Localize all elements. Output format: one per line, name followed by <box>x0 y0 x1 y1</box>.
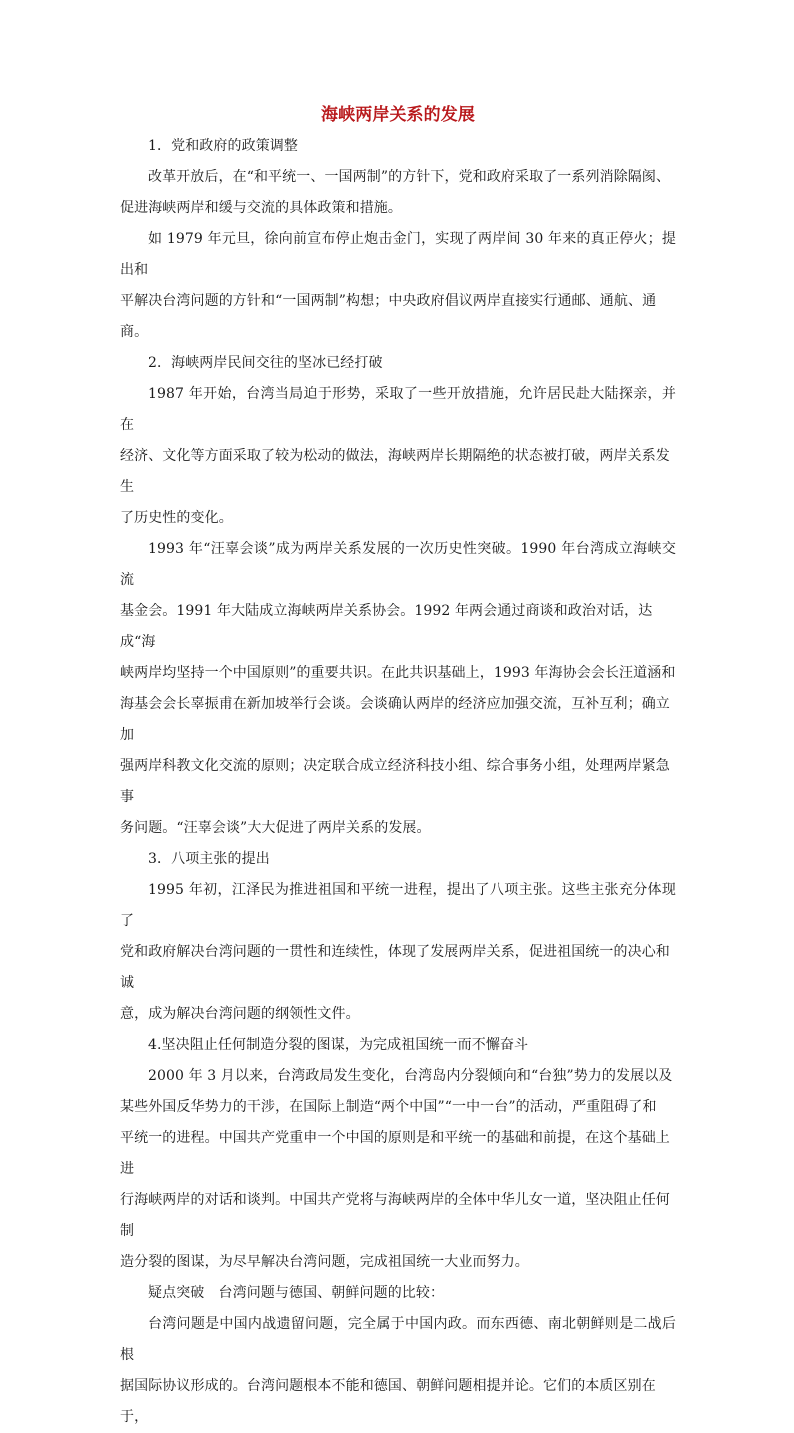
text-line: 台湾问题是中国内战遗留问题，完全属于中国内政。而东西德、南北朝鲜则是二战后根 <box>120 1316 676 1363</box>
paragraph-6 <box>120 1061 676 1092</box>
paragraph-7-cont <box>120 1371 676 1433</box>
text-line: 某些外国反华势力的干涉，在国际上制造“两个中国”“一中一台”的活动，严重阻碍了和 <box>120 1099 657 1115</box>
document-content <box>120 100 676 1433</box>
text-line: 意，成为解决台湾问题的纲领性文件。 <box>120 1006 360 1022</box>
text-line: 如 1979 年元旦，徐向前宣布停止炮击金门，实现了两岸间 30 年来的真正停火；提出和 <box>120 231 676 278</box>
text-line: 疑点突破 台湾问题与德国、朝鲜问题的比较： <box>148 1285 445 1301</box>
text-line: 促进海峡两岸和缓与交流的具体政策和措施。 <box>120 200 402 216</box>
paragraph-1 <box>120 162 676 193</box>
section-heading-1 <box>120 131 676 162</box>
paragraph-5-cont <box>120 937 676 1030</box>
text-line: 2000 年 3 月以来，台湾政局发生变化，台湾岛内分裂倾向和“台独”势力的发展以及 <box>148 1068 673 1084</box>
paragraph-2-cont <box>120 286 676 348</box>
text-line: 4.坚决阻止任何制造分裂的图谋，为完成祖国统一而不懈奋斗 <box>148 1037 529 1053</box>
text-line: 1993 年“汪辜会谈”成为两岸关系发展的一次历史性突破。1990 年台湾成立海峡交流 <box>120 541 676 588</box>
section-heading-3 <box>120 844 676 875</box>
section-heading-4 <box>120 1030 676 1061</box>
paragraph-1-cont <box>120 193 676 224</box>
paragraph-4-cont <box>120 596 676 844</box>
text-line: 党和政府解决台湾问题的一贯性和连续性，体现了发展两岸关系，促进祖国统一的决心和诚 <box>120 944 670 991</box>
text-line: 基金会。1991 年大陆成立海峡两岸关系协会。1992 年两会通过商谈和政治对话，达成“海 <box>120 603 653 650</box>
text-line: 海基会会长辜振甫在新加坡举行会谈。会谈确认两岸的经济应加强交流，互补互利；确立加 <box>120 696 670 743</box>
text-line: 2．海峡两岸民间交往的坚冰已经打破 <box>148 355 383 371</box>
paragraph-5 <box>120 875 676 937</box>
text-line: 据国际协议形成的。台湾问题根本不能和德国、朝鲜问题相提并论。它们的本质区别在于， <box>120 1378 656 1425</box>
text-line: 3．八项主张的提出 <box>148 851 270 867</box>
text-line: 务问题。“汪辜会谈”大大促进了两岸关系的发展。 <box>120 820 431 836</box>
paragraph-4 <box>120 534 676 596</box>
text-line: 平解决台湾问题的方针和“一国两制”构想；中央政府倡议两岸直接实行通邮、通航、通商。 <box>120 293 657 340</box>
text-line: 1987 年开始，台湾当局迫于形势，采取了一些开放措施，允许居民赴大陆探亲，并在 <box>120 386 676 433</box>
paragraph-3 <box>120 379 676 441</box>
text-line: 1．党和政府的政策调整 <box>148 138 299 154</box>
text-line: 改革开放后，在“和平统一、一国两制”的方针下，党和政府采取了一系列消除隔阂、 <box>148 169 671 185</box>
text-line: 了历史性的变化。 <box>120 510 233 526</box>
text-line: 峡两岸均坚持一个中国原则”的重要共识。在此共识基础上，1993 年海协会会长汪道涵和 <box>120 665 676 681</box>
paragraph-7 <box>120 1309 676 1371</box>
doubt-breakthrough-heading <box>120 1278 676 1309</box>
text-line: 经济、文化等方面采取了较为松动的做法，海峡两岸长期隔绝的状态被打破，两岸关系发生 <box>120 448 670 495</box>
page-title: 海峡两岸关系的发展 <box>321 105 475 125</box>
text-line: 强两岸科教文化交流的原则；决定联合成立经济科技小组、综合事务小组，处理两岸紧急事 <box>120 758 670 805</box>
text-line: 行海峡两岸的对话和谈判。中国共产党将与海峡两岸的全体中华儿女一道，坚决阻止任何制 <box>120 1192 670 1239</box>
paragraph-3-cont <box>120 441 676 534</box>
text-line: 1995 年初，江泽民为推进祖国和平统一进程，提出了八项主张。这些主张充分体现了 <box>120 882 676 929</box>
text-line: 造分裂的图谋，为尽早解决台湾问题，完成祖国统一大业而努力。 <box>120 1254 529 1270</box>
paragraph-6-cont <box>120 1092 676 1278</box>
paragraph-2 <box>120 224 676 286</box>
text-line: 平统一的进程。中国共产党重申一个中国的原则是和平统一的基础和前提，在这个基础上进 <box>120 1130 670 1177</box>
section-heading-2 <box>120 348 676 379</box>
